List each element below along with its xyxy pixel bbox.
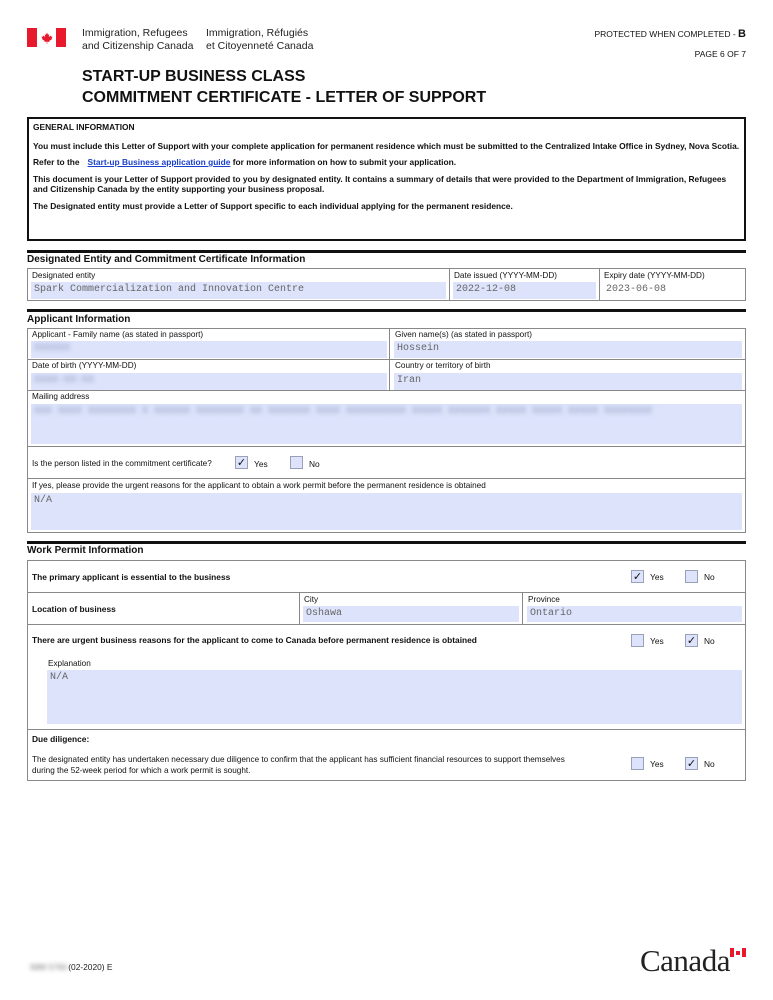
essential-label: The primary applicant is essential to the business: [32, 572, 231, 582]
page-number: PAGE 6 OF 7: [694, 49, 746, 59]
general-info-paragraph-guide: [33, 157, 740, 168]
due-diligence-yes-label: Yes: [650, 759, 664, 769]
application-guide-link[interactable]: Start-up Business application guide: [87, 157, 231, 167]
family-name-field[interactable]: [31, 341, 387, 358]
urgent-reasons-field[interactable]: N/A: [31, 493, 742, 530]
mailing-address-label: Mailing address: [32, 392, 90, 401]
form-code: [30, 962, 112, 972]
general-info-paragraph-summary: This document is your Letter of Support provided to you by designated entity. It contains a summary of details that were provided to the Department of Immigration, Refugees and Citizenship Canada by the entity supporting your business proposal.: [33, 173, 727, 194]
essential-yes-label: Yes: [650, 572, 664, 582]
given-name-label: Given name(s) (as stated in passport): [395, 330, 532, 339]
due-diligence-line1: The designated entity has undertaken necessary due diligence to confirm that the applicant has sufficient financial resources to support themselves: [32, 755, 565, 764]
family-name-cell: [27, 328, 390, 360]
due-diligence-no-checkbox[interactable]: ✓: [686, 758, 697, 770]
mailing-address-value: XXX XXXX XXXXXXXX X XXXXXX XXXXXXXX XX XXXXXXX XXXX XXXXXXXXXX XXXXX XXXXXXX XXXXX XXXXX XXXXX XXXXXXXX: [34, 406, 653, 417]
dob-field[interactable]: [31, 373, 387, 390]
general-info-paragraph-specific: The Designated entity must provide a Letter of Support specific to each individual applying for the permanent residence.: [33, 200, 513, 211]
city-field[interactable]: Oshawa: [303, 606, 519, 622]
date-issued-label: Date issued (YYYY-MM-DD): [454, 271, 557, 280]
urgent-reasons-cell: [27, 478, 746, 533]
due-diligence-line2: during the 52-week period for which a work permit is sought.: [32, 765, 251, 775]
section-divider: [27, 250, 746, 253]
country-of-birth-cell: [389, 359, 746, 391]
country-of-birth-field[interactable]: Iran: [394, 373, 742, 390]
dept-en-line2: and Citizenship Canada: [82, 39, 194, 52]
essential-no-checkbox[interactable]: [685, 570, 698, 583]
province-cell: [522, 592, 746, 625]
given-name-field[interactable]: Hossein: [394, 341, 742, 358]
dept-fr-line2: et Citoyenneté Canada: [206, 39, 314, 52]
protected-designation: [594, 28, 746, 40]
title-line2: COMMITMENT CERTIFICATE - LETTER OF SUPPORT: [82, 89, 487, 106]
wordmark-flag-icon: [730, 948, 746, 957]
family-name-label: Applicant - Family name (as stated in passport): [32, 330, 204, 339]
explanation-cell: [27, 656, 746, 730]
essential-cell: [27, 560, 746, 593]
listed-question-label: Is the person listed in the commitment certificate?: [32, 459, 212, 468]
form-version: (02-2020) E: [68, 962, 113, 972]
listed-no-checkbox[interactable]: [290, 456, 303, 469]
listed-question-cell: [27, 446, 746, 479]
canada-wordmark: Canada: [640, 943, 730, 978]
province-label: Province: [528, 595, 560, 604]
dob-label: Date of birth (YYYY-MM-DD): [32, 361, 137, 370]
urgent-yes-label: Yes: [650, 636, 664, 646]
urgent-yes-checkbox[interactable]: [631, 634, 644, 647]
guide-suffix: for more information on how to submit your application.: [230, 157, 457, 167]
due-diligence-heading: Due diligence:: [32, 734, 90, 744]
general-information-box: [27, 117, 746, 241]
protected-level: B: [738, 28, 746, 40]
department-name-english: [82, 27, 194, 52]
dept-en-line1: Immigration, Refugees: [82, 27, 188, 39]
entity-section-title: Designated Entity and Commitment Certificate Information: [27, 254, 306, 265]
country-of-birth-label: Country or territory of birth: [395, 361, 491, 370]
due-diligence-yes-checkbox[interactable]: [631, 757, 644, 770]
form-title: [82, 66, 486, 108]
guide-prefix: Refer to the: [33, 157, 80, 167]
due-diligence-no-label: No: [704, 759, 715, 769]
designated-entity-field[interactable]: Spark Commercialization and Innovation Centre: [31, 282, 446, 299]
family-name-value: XXXXXX: [34, 343, 71, 354]
urgent-no-checkbox[interactable]: ✓: [686, 635, 697, 647]
province-field[interactable]: Ontario: [527, 606, 742, 622]
explanation-field[interactable]: N/A: [47, 670, 742, 724]
essential-no-label: No: [704, 572, 715, 582]
canada-flag-icon: [27, 28, 66, 47]
applicant-section-title: Applicant Information: [27, 314, 131, 325]
expiry-date-cell: [599, 268, 746, 301]
dept-fr-line1: Immigration, Réfugiés: [206, 27, 309, 39]
city-cell: [299, 592, 523, 625]
essential-yes-checkbox[interactable]: ✓: [632, 571, 643, 583]
listed-no-label: No: [309, 459, 320, 469]
given-name-cell: [389, 328, 746, 360]
date-issued-cell: [449, 268, 600, 301]
urgent-business-label: There are urgent business reasons for the applicant to come to Canada before permanent residence is obtained: [32, 635, 477, 645]
location-of-business-label: Location of business: [32, 604, 116, 614]
urgent-no-label: No: [704, 636, 715, 646]
expiry-date-label: Expiry date (YYYY-MM-DD): [604, 271, 705, 280]
mailing-address-field[interactable]: [31, 404, 742, 444]
mailing-address-cell: [27, 390, 746, 447]
due-diligence-cell: [27, 729, 746, 781]
urgent-business-cell: [27, 624, 746, 657]
title-line1: START-UP BUSINESS CLASS: [82, 68, 306, 85]
dob-cell: [27, 359, 390, 391]
explanation-label: Explanation: [48, 659, 91, 668]
section-divider: [27, 309, 746, 312]
protected-label: PROTECTED WHEN COMPLETED -: [594, 29, 739, 39]
designated-entity-label: Designated entity: [32, 271, 96, 280]
designated-entity-cell: [27, 268, 450, 301]
department-name-french: [206, 27, 313, 52]
location-label-cell: [27, 592, 300, 625]
listed-yes-label: Yes: [254, 459, 268, 469]
section-divider: [27, 541, 746, 544]
form-number: IMM 5760: [30, 962, 68, 972]
expiry-date-field[interactable]: 2023-06-08: [603, 282, 742, 299]
date-issued-field[interactable]: 2022-12-08: [453, 282, 596, 299]
city-label: City: [304, 595, 319, 604]
general-info-paragraph-submission: You must include this Letter of Support with your complete application for permanent residence which must be submitted to the Centralized Intake Office in Sydney, Nova Scotia.: [33, 140, 740, 151]
urgent-reasons-label: If yes, please provide the urgent reasons for the applicant to obtain a work permit before the permanent residence is obtained: [32, 481, 486, 490]
general-info-heading: GENERAL INFORMATION: [33, 122, 135, 132]
due-diligence-statement: [32, 755, 565, 776]
listed-yes-checkbox[interactable]: ✓: [236, 457, 247, 469]
dob-value: XXXX-XX-XX: [34, 375, 95, 386]
work-permit-section-title: Work Permit Information: [27, 545, 144, 556]
